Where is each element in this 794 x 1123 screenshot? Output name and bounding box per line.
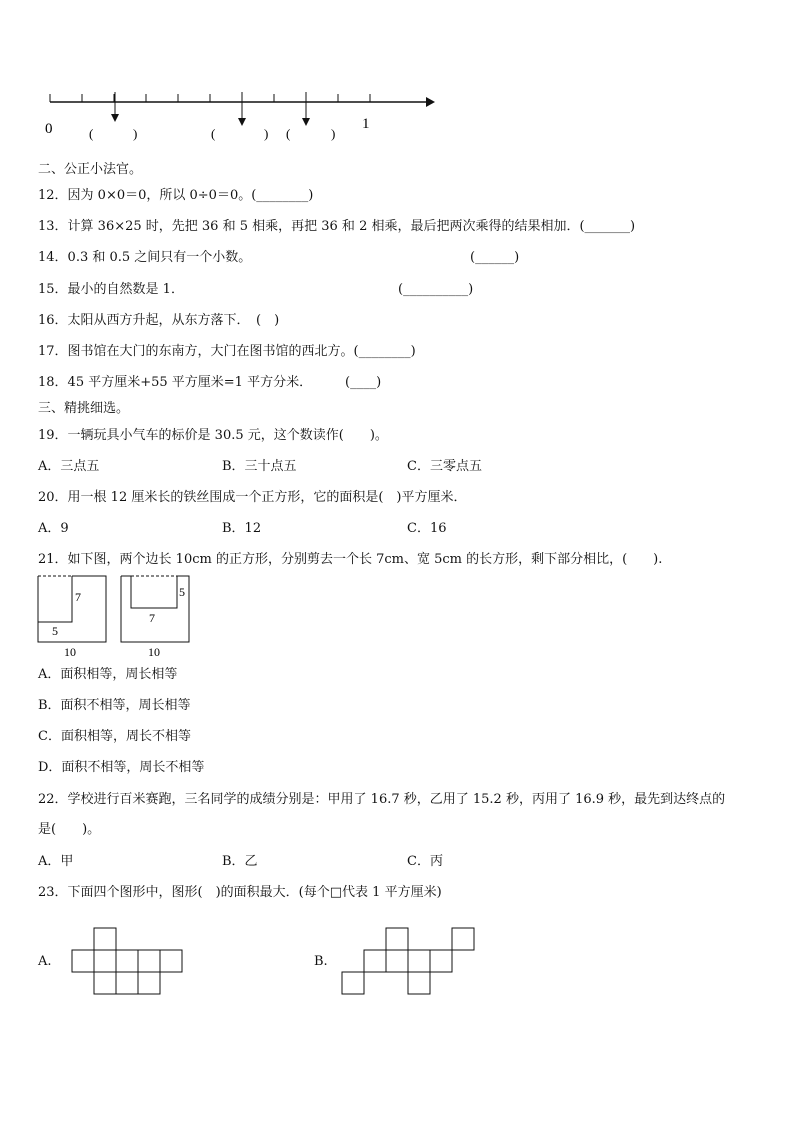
blank-close: ) [264, 126, 269, 141]
figure-b-grid[interactable] [340, 926, 485, 1001]
question-22-continued: 是( )。 [38, 822, 101, 837]
blank-open: ( [211, 126, 216, 141]
figure-1 [38, 576, 106, 659]
figure-a-label[interactable]: A. [38, 954, 52, 969]
figure-a-grid[interactable] [70, 926, 190, 1001]
number-line-end: 1 [362, 116, 370, 132]
blank-open: ( [89, 126, 94, 141]
label-7: 7 [149, 611, 155, 625]
label-5: 5 [179, 585, 185, 599]
question-22: 22．学校进行百米赛跑，三名同学的成绩分别是：甲用了 16.7 秒，乙用了 15.2 秒，丙用了 16.9 秒，最先到达终点的 [38, 792, 726, 807]
question-23: 23．下面四个图形中，图形( )的面积最大．(每个□代表 1 平方厘米) [38, 885, 442, 900]
question-19: 19．一辆玩具小气车的标价是 30.5 元，这个数读作( )。 [38, 428, 388, 443]
option-b[interactable]: B．乙 [222, 854, 258, 869]
label-5: 5 [52, 624, 58, 638]
question-12: 12．因为 0×0＝0，所以 0÷0＝0。(________) [38, 188, 314, 203]
blank-open: ( [286, 126, 291, 141]
label-10: 10 [148, 645, 160, 659]
section-3-title: 三、精挑细选。 [38, 401, 130, 416]
blank-close: ) [133, 126, 138, 141]
question-14: 14．0.3 和 0.5 之间只有一个小数。 [38, 250, 252, 265]
answer-blank[interactable]: (______) [470, 250, 520, 265]
option-c[interactable]: C．丙 [407, 854, 443, 869]
question-20: 20．用一根 12 厘米长的铁丝围成一个正方形，它的面积是( )平方厘米． [38, 490, 467, 505]
arrow-down-icon [238, 118, 246, 126]
option-c[interactable]: C．三零点五 [407, 459, 482, 474]
question-17: 17．图书馆在大门的东南方，大门在图书馆的西北方。(________) [38, 344, 416, 359]
option-a[interactable]: A．面积相等，周长相等 [38, 667, 178, 682]
option-a[interactable]: A．9 [38, 521, 69, 536]
question-18: 18．45 平方厘米+55 平方厘米=1 平方分米． [38, 375, 313, 390]
arrow-down-icon [302, 118, 310, 126]
number-line-start: 0 [45, 121, 53, 137]
option-d[interactable]: D．面积不相等，周长不相等 [38, 760, 205, 775]
option-c[interactable]: C．16 [407, 521, 447, 536]
number-line [0, 0, 794, 150]
question-13: 13．计算 36×25 时，先把 36 和 5 相乘，再把 36 和 2 相乘，最后把两次乘得的结果相加．(_______) [38, 219, 636, 234]
question-16: 16．太阳从西方升起，从东方落下． ( ) [38, 313, 280, 328]
question-15: 15．最小的自然数是 1． [38, 282, 184, 297]
label-7: 7 [75, 590, 81, 604]
arrow-down-icon [111, 114, 119, 122]
option-b[interactable]: B．12 [222, 521, 262, 536]
option-b[interactable]: B．面积不相等，周长相等 [38, 698, 191, 713]
option-b[interactable]: B．三十点五 [222, 459, 297, 474]
figure-b-label[interactable]: B. [314, 954, 328, 969]
option-c[interactable]: C．面积相等，周长不相等 [38, 729, 191, 744]
q21-figures [30, 570, 230, 660]
question-21: 21．如下图，两个边长 10cm 的正方形，分别剪去一个长 7cm、宽 5cm 的长方形，剩下部分相比，( ). [38, 552, 663, 567]
label-10: 10 [64, 645, 76, 659]
option-a[interactable]: A．甲 [38, 854, 74, 869]
blank-close: ) [331, 126, 336, 141]
option-a[interactable]: A．三点五 [38, 459, 100, 474]
answer-blank[interactable]: (____) [345, 375, 382, 390]
answer-blank[interactable]: (__________) [398, 282, 474, 297]
section-2-title: 二、公正小法官。 [38, 162, 143, 177]
figure-2 [121, 576, 189, 659]
